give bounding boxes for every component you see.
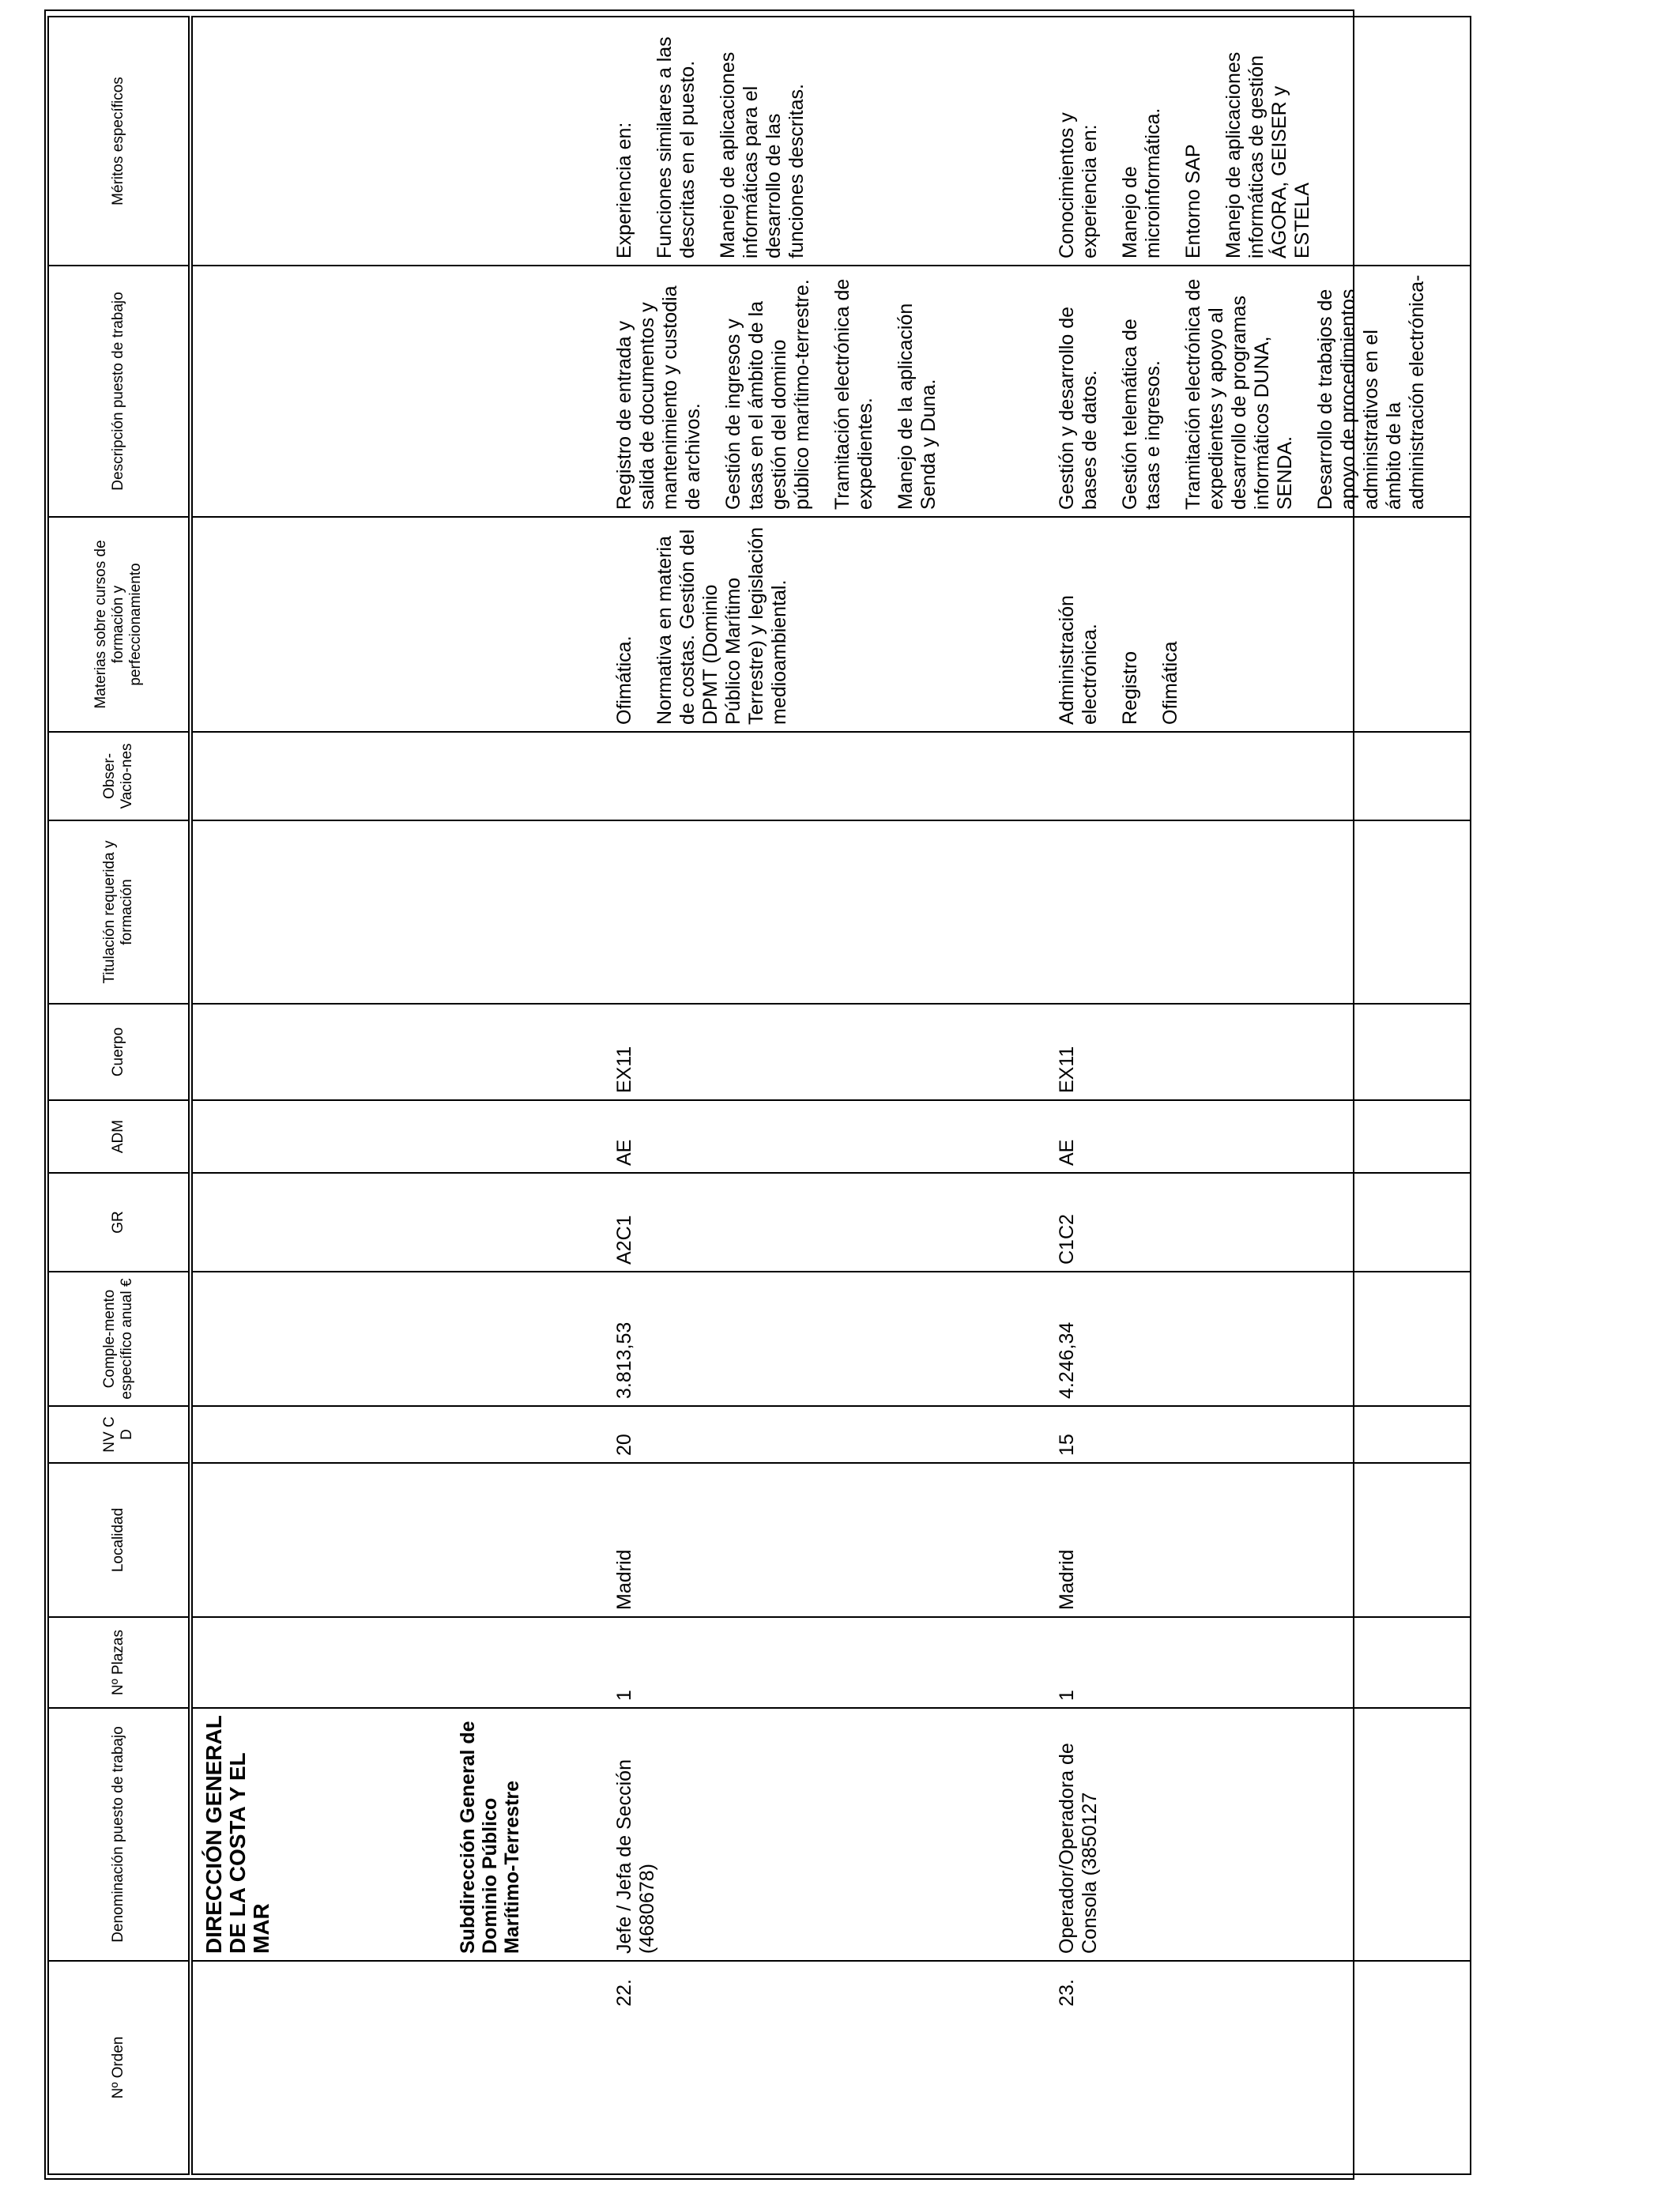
- header-denominacion: Denominación puesto de trabajo: [48, 1708, 190, 1961]
- header-cuerpo: Cuerpo: [48, 1004, 190, 1100]
- complemento-cell: 4.246,34: [1049, 1272, 1471, 1406]
- header-orden: Nº Orden: [48, 1961, 190, 2174]
- meritos-item: Manejo de microinformática.: [1119, 107, 1164, 258]
- orden-cell: 22.: [607, 1961, 1049, 2174]
- subdireccion-heading: Subdirección General de Dominio Público Marítimo-Terrestre: [450, 1708, 607, 1961]
- materias-item: Normativa en materia de costas. Gestión del DPMT (Dominio Público Marítimo Terrestre) y legislación medioambiental.: [654, 526, 790, 725]
- meritos-item: Entorno SAP: [1182, 144, 1204, 258]
- section-row-subdireccion: [450, 17, 607, 2174]
- cuerpo-cell: EX11: [1049, 1004, 1471, 1100]
- table-row: [1049, 17, 1471, 2174]
- materias-cell: [607, 517, 1049, 732]
- descripcion-item: Tramitación electrónica de expedientes.: [831, 278, 876, 510]
- denominacion-cell: Jefe / Jefa de Sección (4680678): [607, 1708, 1049, 1961]
- descripcion-cell: [1049, 266, 1471, 517]
- table-row: [607, 17, 1049, 2174]
- descripcion-item: Registro de entrada y salida de documentos y mantenimiento y custodia de archivos.: [613, 285, 704, 510]
- gr-cell: C1C2: [1049, 1173, 1471, 1272]
- meritos-cell: [1049, 17, 1471, 266]
- meritos-cell: [607, 17, 1049, 266]
- observaciones-cell: [1049, 732, 1471, 820]
- descripcion-item: Gestión y desarrollo de bases de datos.: [1056, 306, 1101, 510]
- header-adm: ADM: [48, 1100, 190, 1173]
- header-ncd: NV C D: [48, 1406, 190, 1463]
- meritos-item: Funciones similares a las descritas en el puesto.: [654, 36, 699, 258]
- header-materias: Materias sobre cursos de formación y perfeccionamiento: [48, 517, 190, 732]
- meritos-item: Manejo de aplicaciones informáticas para el desarrollo de las funciones descritas.: [717, 51, 808, 258]
- materias-item: Ofimática.: [613, 635, 635, 725]
- job-positions-table: [47, 16, 1471, 2175]
- descripcion-item: Gestión telemática de tasas e ingresos.: [1119, 319, 1164, 510]
- ncd-cell: 15: [1049, 1406, 1471, 1463]
- section-row-direccion: [190, 17, 450, 2174]
- plazas-cell: 1: [1049, 1617, 1471, 1708]
- descripcion-item: Desarrollo de trabajos de apoyo de procedimientos administrativos en el ámbito de la administración electrónica-: [1314, 274, 1428, 510]
- header-localidad: Localidad: [48, 1463, 190, 1617]
- descripcion-item: Manejo de la aplicación Senda y Duna.: [895, 303, 940, 510]
- direccion-general-heading: DIRECCIÓN GENERAL DE LA COSTA Y EL MAR: [190, 1708, 450, 1961]
- titulacion-cell: [607, 820, 1049, 1004]
- descripcion-item: Gestión de ingresos y tasas en el ámbito de la gestión del dominio público marítimo-terrestre.: [722, 279, 813, 510]
- materias-item: Administración electrónica.: [1056, 595, 1101, 725]
- complemento-cell: 3.813,53: [607, 1272, 1049, 1406]
- titulacion-cell: [1049, 820, 1471, 1004]
- localidad-cell: Madrid: [1049, 1463, 1471, 1617]
- denominacion-cell: Operador/Operadora de Consola (3850127: [1049, 1708, 1471, 1961]
- table-header-row: [48, 17, 190, 2174]
- header-complemento: Comple-mento específico anual €: [48, 1272, 190, 1406]
- header-titulacion: Titulación requerida y formación: [48, 820, 190, 1004]
- descripcion-item: Tramitación electrónica de expedientes y apoyo al desarrollo de programas informáticos DUNA, SENDA.: [1182, 278, 1296, 510]
- descripcion-cell: [607, 266, 1049, 517]
- orden-cell: 23.: [1049, 1961, 1471, 2174]
- plazas-cell: 1: [607, 1617, 1049, 1708]
- materias-item: Registro: [1119, 650, 1141, 725]
- meritos-item: Experiencia en:: [613, 122, 635, 258]
- gr-cell: A2C1: [607, 1173, 1049, 1272]
- header-gr: GR: [48, 1173, 190, 1272]
- adm-cell: AE: [607, 1100, 1049, 1173]
- observaciones-cell: [607, 732, 1049, 820]
- meritos-item: Conocimientos y experiencia en:: [1056, 112, 1101, 258]
- ncd-cell: 20: [607, 1406, 1049, 1463]
- materias-item: Ofimática: [1159, 641, 1181, 725]
- localidad-cell: Madrid: [607, 1463, 1049, 1617]
- cuerpo-cell: EX11: [607, 1004, 1049, 1100]
- materias-cell: [1049, 517, 1471, 732]
- meritos-item: Manejo de aplicaciones informáticas de gestión ÁGORA, GEISER y ESTELA: [1222, 51, 1313, 258]
- header-meritos: Méritos específicos: [48, 17, 190, 266]
- adm-cell: AE: [1049, 1100, 1471, 1173]
- header-plazas: Nº Plazas: [48, 1617, 190, 1708]
- header-observaciones: Obser-Vacio-nes: [48, 732, 190, 820]
- header-descripcion: Descripción puesto de trabajo: [48, 266, 190, 517]
